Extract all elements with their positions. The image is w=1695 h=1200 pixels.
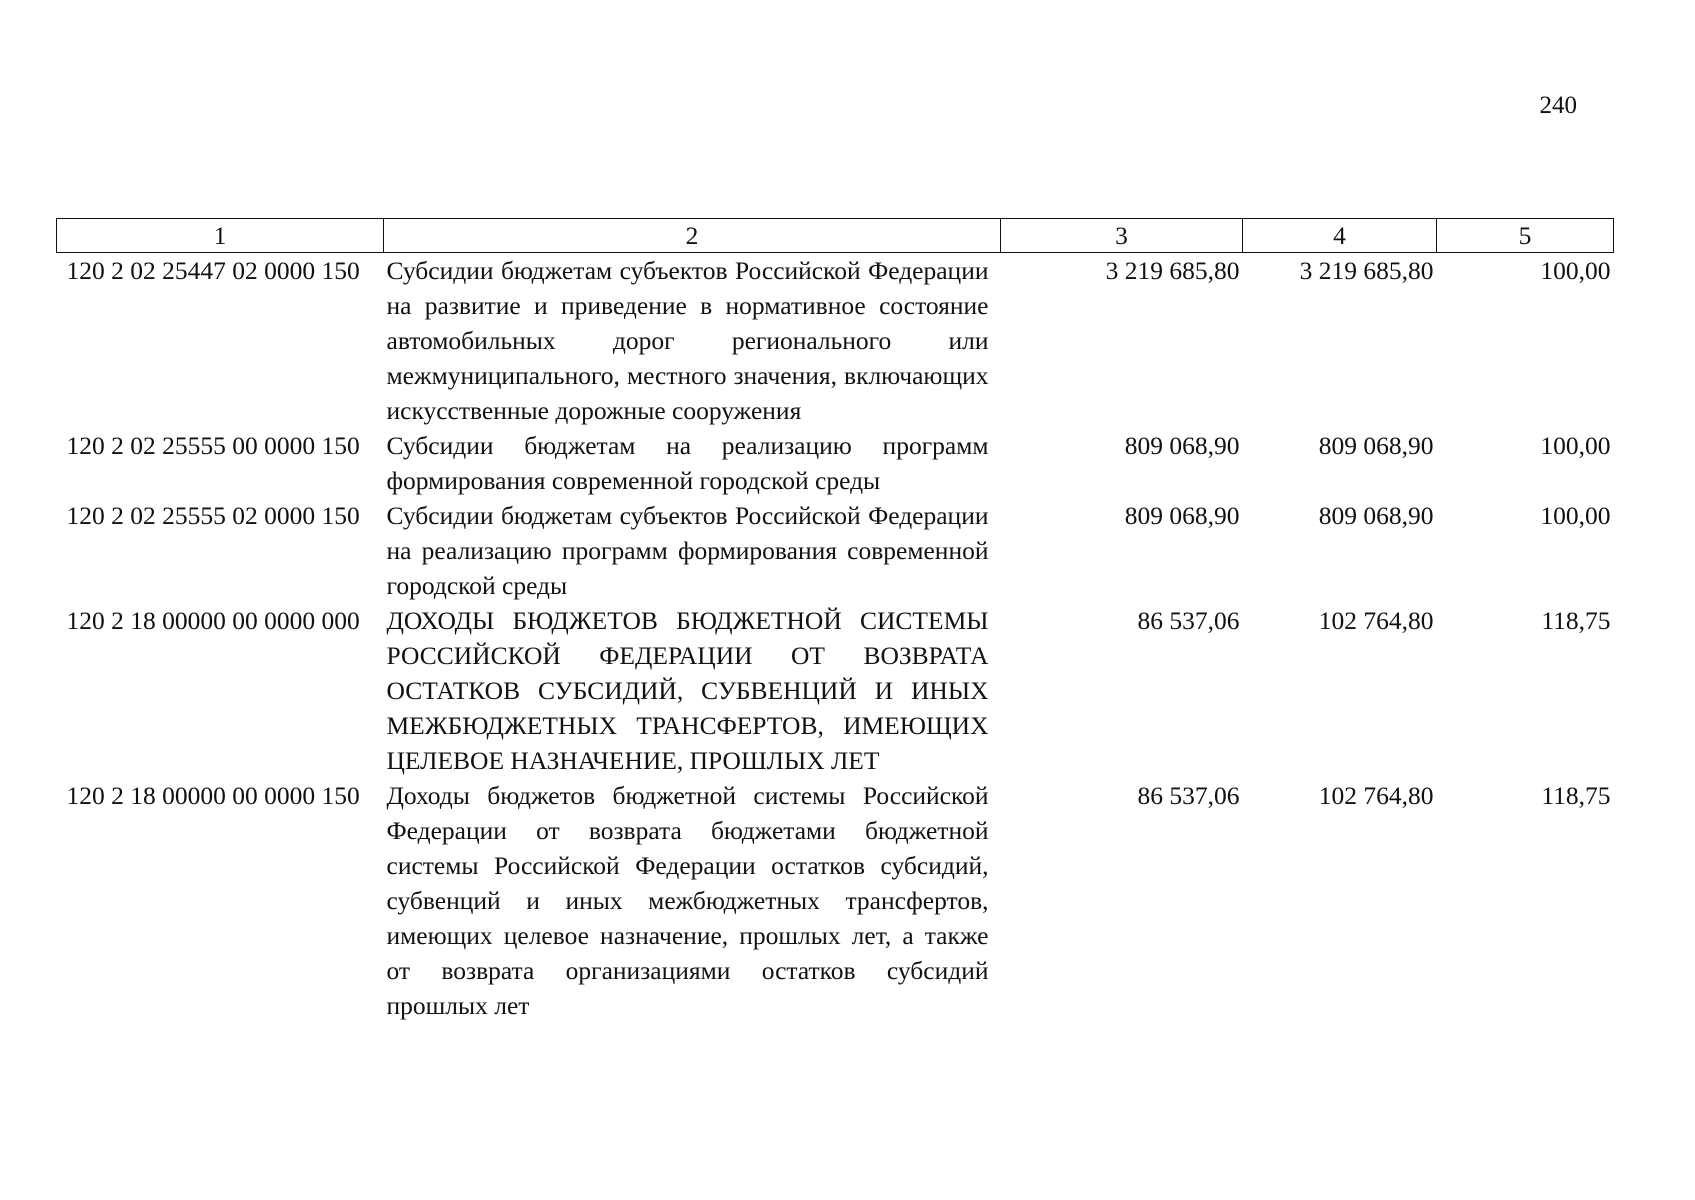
row-col3-value: 86 537,06 bbox=[1137, 781, 1240, 810]
row-description: ДОХОДЫ БЮДЖЕТОВ БЮДЖЕТНОЙ СИСТЕМЫ РОССИЙСКОЙ ФЕДЕРАЦИИ ОТ ВОЗВРАТА ОСТАТКОВ СУБСИДИЙ, СУБВЕНЦИЙ И ИНЫХ МЕЖБЮДЖЕТНЫХ ТРАНСФЕРТОВ, ИМЕЮЩИХ ЦЕЛЕВОЕ НАЗНАЧЕНИЕ, ПРОШЛЫХ ЛЕТ bbox=[386, 606, 989, 775]
row-description: Субсидии бюджетам субъектов Российской Федерации на развитие и приведение в нормативное состояние автомобильных дорог регионального или межмуниципального, местного значения, включающих искусственные дорожные сооружения bbox=[386, 256, 989, 425]
row-code: 120 2 18 00000 00 0000 000 bbox=[66, 606, 360, 635]
row-col3-value: 3 219 685,80 bbox=[1105, 256, 1240, 285]
header-col-3: 3 bbox=[1001, 219, 1243, 253]
row-col4-value: 102 764,80 bbox=[1318, 781, 1434, 810]
table-body bbox=[57, 253, 1614, 1024]
row-col4-value: 809 068,90 bbox=[1318, 501, 1434, 530]
row-col5-value: 100,00 bbox=[1540, 501, 1611, 530]
row-code: 120 2 18 00000 00 0000 150 bbox=[66, 781, 360, 810]
budget-table bbox=[56, 218, 1614, 1023]
row-col3-value: 86 537,06 bbox=[1137, 606, 1240, 635]
row-description: Субсидии бюджетам субъектов Российской Федерации на реализацию программ формирования современной городской среды bbox=[386, 501, 989, 600]
header-col-4: 4 bbox=[1243, 219, 1437, 253]
row-col5-value: 118,75 bbox=[1541, 606, 1611, 635]
row-col4-value: 102 764,80 bbox=[1318, 606, 1434, 635]
row-code: 120 2 02 25555 00 0000 150 bbox=[66, 431, 360, 460]
row-code: 120 2 02 25447 02 0000 150 bbox=[66, 256, 360, 285]
table-row bbox=[57, 428, 1614, 498]
header-col-2: 2 bbox=[384, 219, 1001, 253]
row-col5-value: 100,00 bbox=[1540, 431, 1611, 460]
header-col-1: 1 bbox=[57, 219, 384, 253]
row-description: Доходы бюджетов бюджетной системы Российской Федерации от возврата бюджетами бюджетной системы Российской Федерации остатков субсидий, субвенций и иных межбюджетных трансфертов, имеющих целевое назначение, прошлых лет, а также от возврата организациями остатков субсидий прошлых лет bbox=[386, 781, 989, 1020]
row-col3-value: 809 068,90 bbox=[1124, 431, 1240, 460]
header-row bbox=[57, 219, 1614, 253]
row-description: Субсидии бюджетам на реализацию программ формирования современной городской среды bbox=[386, 431, 989, 495]
header-col-5: 5 bbox=[1437, 219, 1614, 253]
table-header bbox=[57, 219, 1614, 253]
row-code: 120 2 02 25555 02 0000 150 bbox=[66, 501, 360, 530]
table-row bbox=[57, 253, 1614, 429]
table-row bbox=[57, 778, 1614, 1023]
table-row bbox=[57, 603, 1614, 778]
row-col4-value: 3 219 685,80 bbox=[1299, 256, 1434, 285]
page-number: 240 bbox=[1539, 92, 1577, 119]
row-col3-value: 809 068,90 bbox=[1124, 501, 1240, 530]
row-col5-value: 118,75 bbox=[1541, 781, 1611, 810]
row-col4-value: 809 068,90 bbox=[1318, 431, 1434, 460]
row-col5-value: 100,00 bbox=[1540, 256, 1611, 285]
table-row bbox=[57, 498, 1614, 603]
